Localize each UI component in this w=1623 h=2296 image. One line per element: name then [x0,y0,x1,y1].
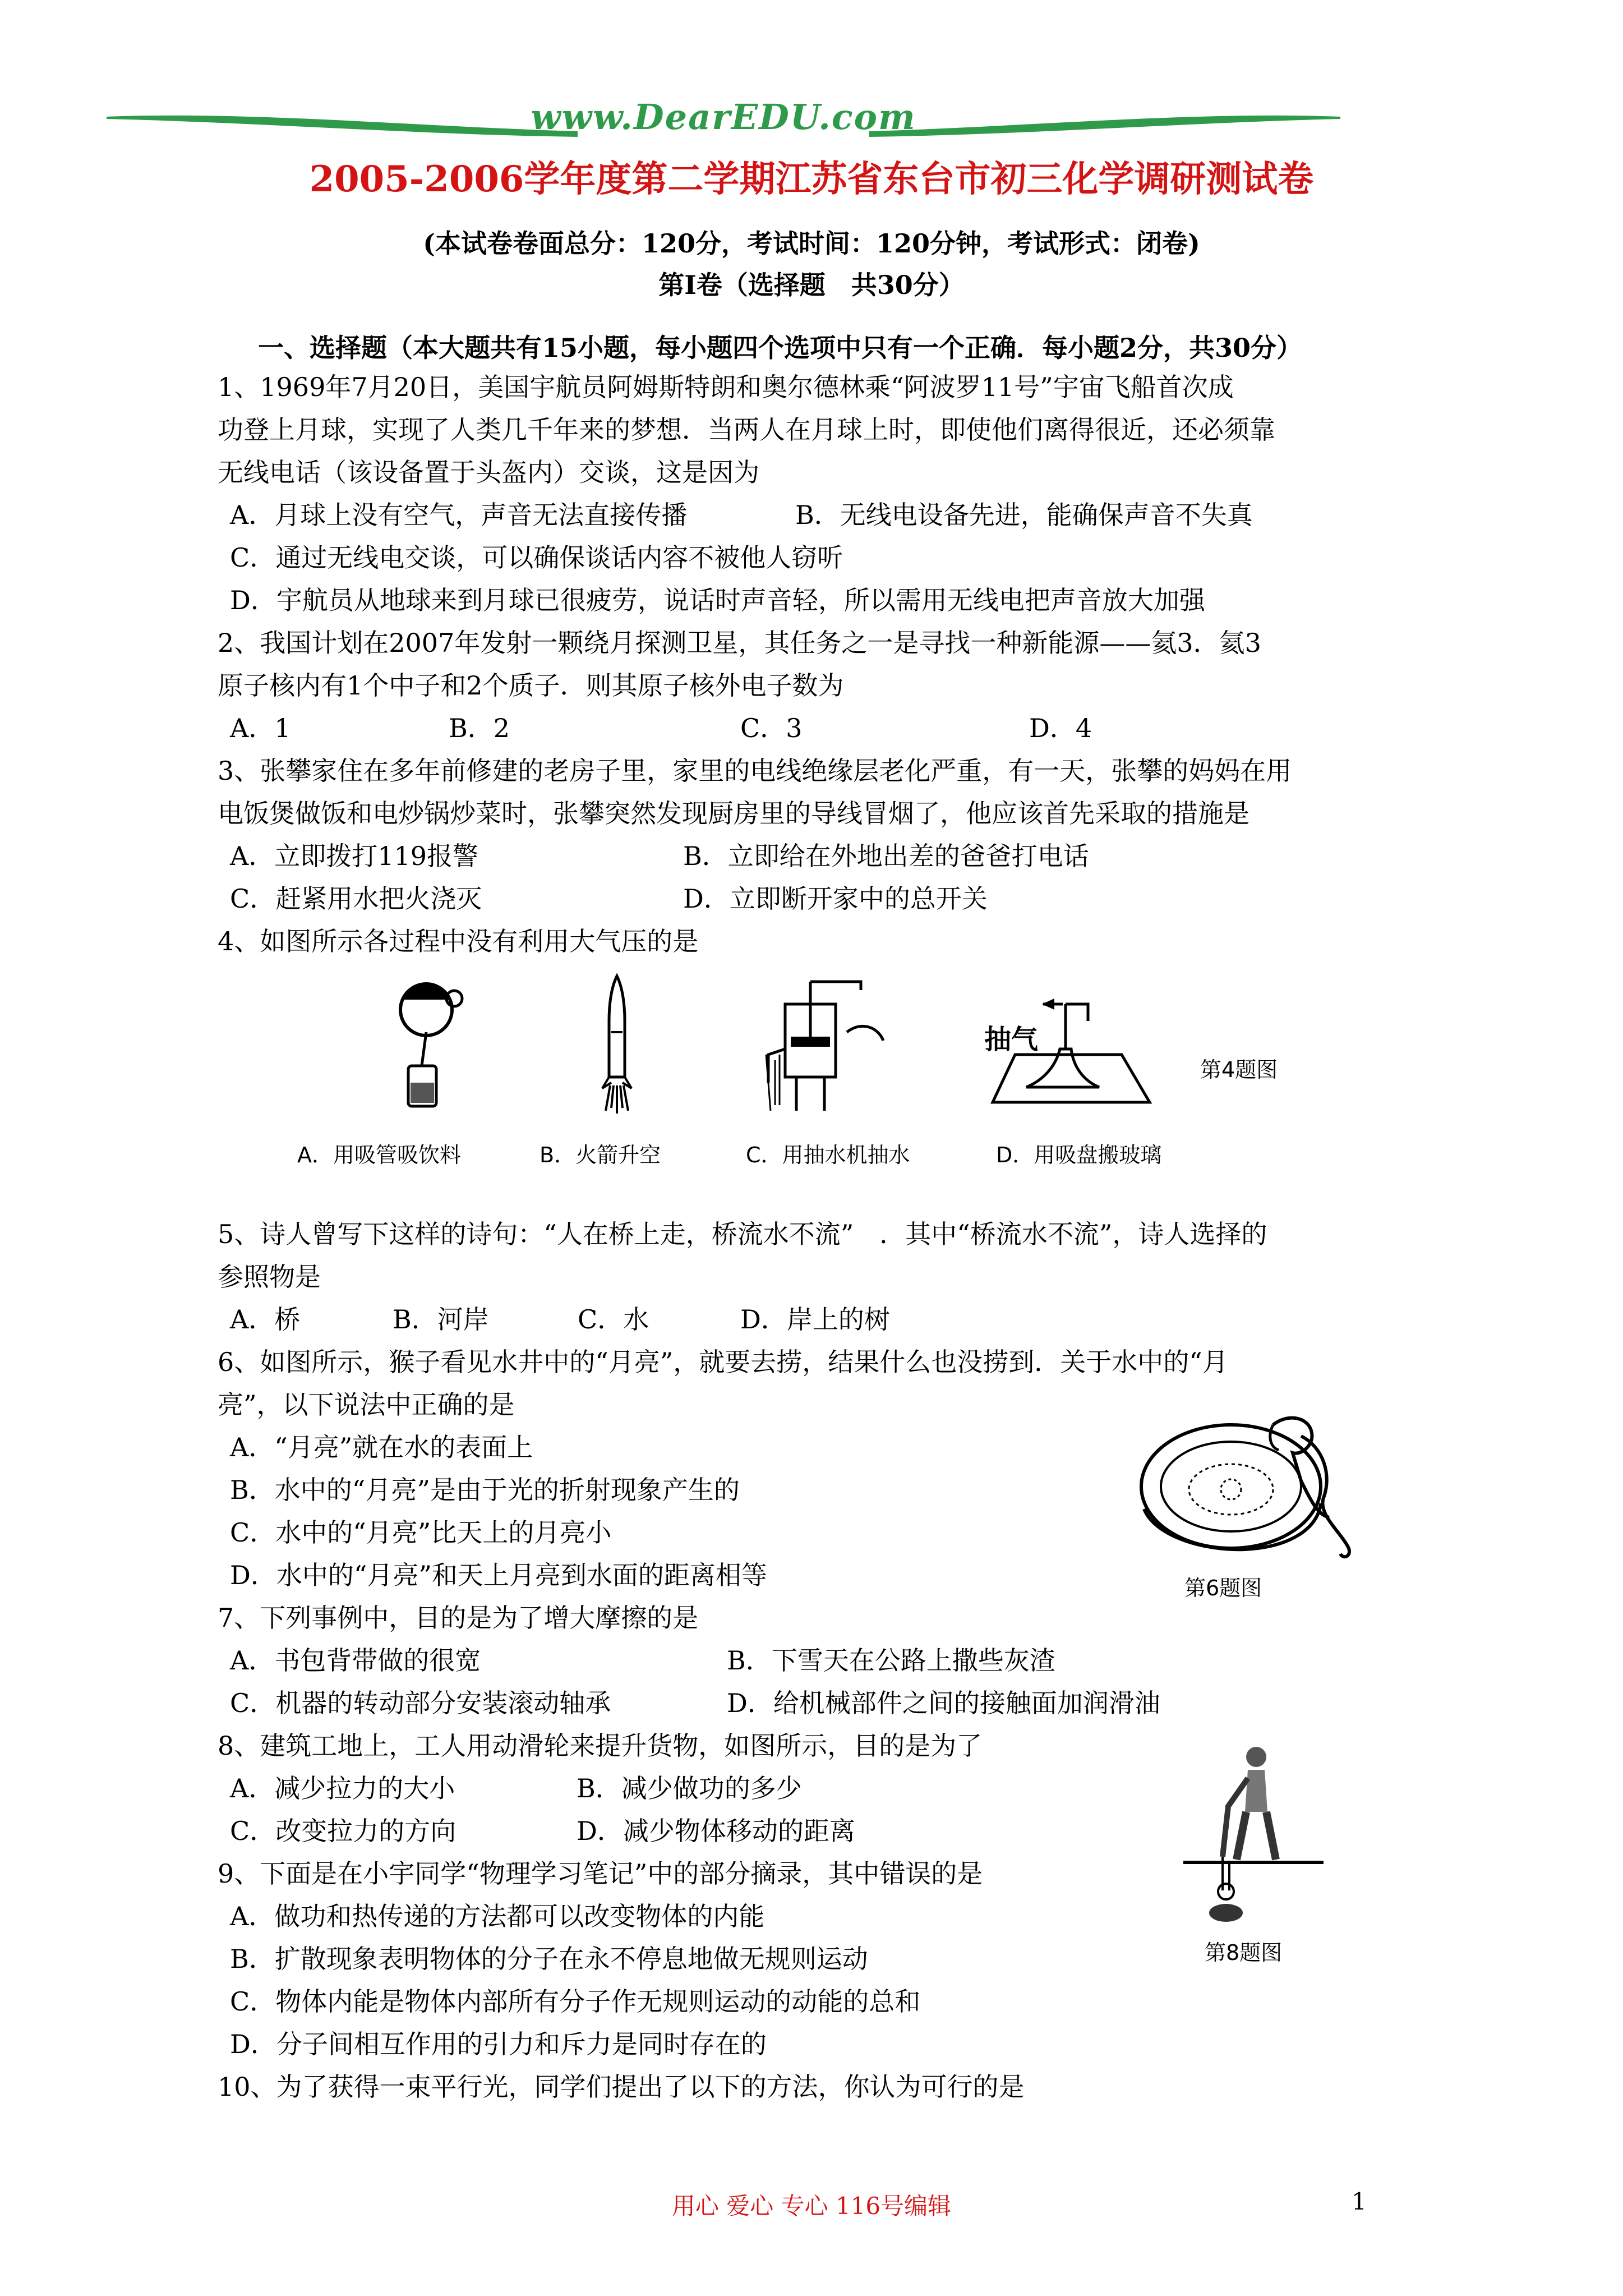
q1-line: 1、1969年7月20日，美国宇航员阿姆斯特朗和奥尔德林乘“阿波罗11号”宇宙飞船首次成 [218,372,1234,402]
q1-option-d: D．宇航员从地球来到月球已很疲劳，说话时声音轻，所以需用无线电把声音放大加强 [230,585,1205,615]
q1-option-a: A．月球上没有空气，声音无法直接传播 [230,500,688,530]
q6-figure-caption: 第6题图 [1184,1576,1262,1600]
site-logo [107,96,1340,150]
q9-line: 9、下面是在小宇同学“物理学习笔记”中的部分摘录，其中错误的是 [218,1858,983,1889]
q5-line: 参照物是 [218,1262,321,1292]
q2-line: 原子核内有1个中子和2个质子．则其原子核外电子数为 [218,670,844,701]
q2-option-d: D．4 [1029,713,1092,743]
q7-option-d: D．给机械部件之间的接触面加润滑油 [727,1688,1160,1718]
q4-option-b: B．火箭升空 [540,1143,661,1167]
q7-option-b: B．下雪天在公路上撒些灰渣 [727,1645,1055,1676]
q4-option-c: C．用抽水机抽水 [746,1143,910,1167]
q7-option-c: C．机器的转动部分安装滚动轴承 [230,1688,611,1718]
q3-line: 电饭煲做饭和电炒锅炒菜时，张攀突然发现厨房里的导线冒烟了，他应该首先采取的措施是 [218,798,1249,829]
q5-option-b: B．河岸 [393,1304,489,1335]
water-pump-figure [763,970,886,1116]
q3-option-c: C．赶紧用水把火浇灭 [230,884,482,914]
q3-line: 3、张攀家住在多年前修建的老房子里，家里的电线绝缘层老化严重，有一天，张攀的妈妈在用 [218,756,1292,786]
section-heading: 一、选择题（本大题共有15小题，每小题四个选项中只有一个正确．每小题2分，共30分） [258,333,1303,363]
q3-option-d: D．立即断开家中的总开关 [683,884,988,914]
q6-line: 亮”，以下说法中正确的是 [218,1389,515,1420]
q1-line: 功登上月球，实现了人类几千年来的梦想．当两人在月球上时，即使他们离得很近，还必须靠 [218,415,1275,445]
page-title: 2005-2006学年度第二学期江苏省东台市初三化学调研测试卷 [309,158,1314,200]
drinking-straw-figure [387,976,471,1111]
q2-line: 2、我国计划在2007年发射一颗绕月探测卫星，其任务之一是寻找一种新能源——氦3．氦3 [218,628,1261,658]
q9-option-c: C．物体内能是物体内部所有分子作无规则运动的动能的总和 [230,1986,921,2017]
pump-label: 抽气 [984,1024,1039,1055]
q8-option-d: D．减少物体移动的距离 [577,1816,855,1846]
q5-option-c: C．水 [578,1304,649,1335]
q6-option-d: D．水中的“月亮”和天上月亮到水面的距离相等 [230,1560,767,1590]
monkey-well-figure [1133,1402,1368,1559]
q2-option-a: A．1 [230,713,291,743]
part-heading: 第Ⅰ卷（选择题 共30分） [658,270,965,300]
q4-line: 4、如图所示各过程中没有利用大气压的是 [218,926,699,956]
q4-option-d: D．用吸盘搬玻璃 [996,1143,1162,1167]
site-url: www.DearEDU.com [531,96,916,137]
rocket-figure [589,970,645,1116]
q6-option-a: A．“月亮”就在水的表面上 [230,1432,533,1462]
q6-option-b: B．水中的“月亮”是由于光的折射现象产生的 [230,1475,740,1505]
exam-info: (本试卷卷面总分：120分，考试时间：120分钟，考试形式：闭卷) [423,228,1200,259]
q4-option-a: A．用吸管吸饮料 [297,1143,461,1167]
q8-figure-caption: 第8题图 [1205,1940,1283,1965]
q7-line: 7、下列事例中，目的是为了增大摩擦的是 [218,1603,699,1633]
q8-option-c: C．改变拉力的方向 [230,1816,457,1846]
q6-option-c: C．水中的“月亮”比天上的月亮小 [230,1517,612,1548]
pulley-worker-figure [1183,1745,1329,1924]
q3-option-a: A．立即拨打119报警 [230,841,479,871]
q5-option-a: A．桥 [230,1304,301,1335]
q1-option-b: B．无线电设备先进，能确保声音不失真 [795,500,1253,530]
q5-option-d: D．岸上的树 [740,1304,890,1335]
q9-option-a: A．做功和热传递的方法都可以改变物体的内能 [230,1901,765,1931]
q9-option-b: B．扩散现象表明物体的分子在永不停息地做无规则运动 [230,1944,868,1974]
q8-option-a: A．减少拉力的大小 [230,1773,455,1803]
q4-figure-caption: 第4题图 [1200,1057,1278,1082]
q6-line: 6、如图所示，猴子看见水井中的“月亮”，就要去捞，结果什么也没捞到．关于水中的“月 [218,1347,1228,1377]
q5-line: 5、诗人曾写下这样的诗句：“人在桥上走，桥流水不流” ．其中“桥流水不流”，诗人选择的 [218,1219,1267,1249]
q3-option-b: B．立即给在外地出差的爸爸打电话 [683,841,1089,871]
q2-option-b: B．2 [449,713,510,743]
q2-option-c: C．3 [740,713,803,743]
q9-option-d: D．分子间相互作用的引力和斥力是同时存在的 [230,2029,767,2059]
q1-line: 无线电话（该设备置于头盔内）交谈，这是因为 [218,457,759,487]
q8-option-b: B．减少做功的多少 [577,1773,802,1803]
q1-option-c: C．通过无线电交谈，可以确保谈话内容不被他人窃听 [230,542,843,573]
q7-option-a: A．书包背带做的很宽 [230,1645,481,1676]
q10-line: 10、为了获得一束平行光，同学们提出了以下的方法，你认为可行的是 [218,2072,1025,2102]
footer-credit: 用心 爱心 专心 116号编辑 [671,2192,952,2220]
page-number: 1 [1352,2188,1367,2215]
q8-line: 8、建筑工地上，工人用动滑轮来提升货物，如图所示，目的是为了 [218,1731,983,1761]
